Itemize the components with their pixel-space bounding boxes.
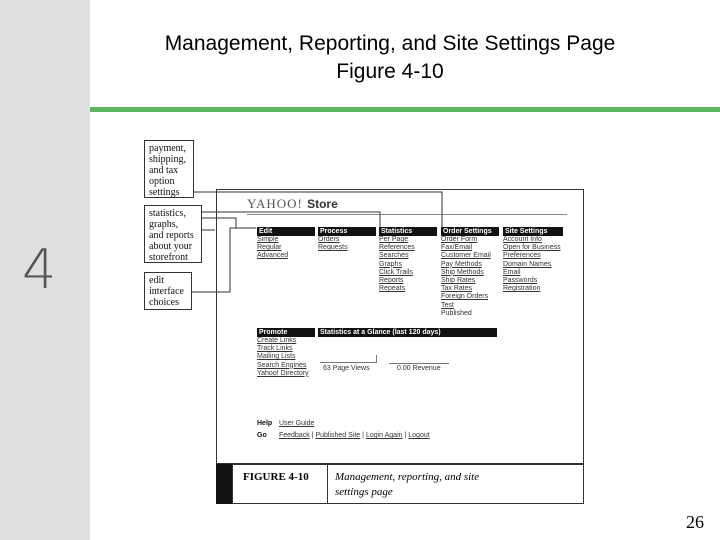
link-registration[interactable]: Registration (503, 285, 541, 293)
store-manager-screenshot (216, 189, 584, 464)
callout-text: edit (149, 275, 164, 286)
link-test[interactable]: Test (441, 301, 454, 309)
section-edit (257, 227, 315, 261)
callout-text: payment, (149, 143, 186, 154)
page-views-sparkline (320, 362, 377, 363)
callout-text: and tax (149, 165, 179, 176)
section-header: Site Settings (503, 227, 563, 236)
link-domain-names[interactable]: Domain Names (503, 260, 552, 268)
help-row (257, 420, 430, 432)
slide-title-line1: Management, Reporting, and Site Settings Page (164, 32, 616, 55)
separator: | (311, 432, 314, 439)
logo-suffix: Store (307, 197, 338, 211)
section-process (318, 227, 376, 252)
screen-footer (257, 420, 430, 444)
revenue-sparkline (389, 363, 449, 364)
user-guide-link[interactable]: User Guide (278, 420, 315, 427)
caption-divider (327, 465, 328, 503)
page-number: 26 (686, 512, 704, 532)
link-mailing-lists[interactable]: Mailing Lists (257, 353, 296, 361)
link-track-links[interactable]: Track Links (257, 345, 293, 353)
section-header: Statistics at a Glance (last 120 days) (318, 328, 497, 337)
section-header: Statistics (379, 227, 437, 236)
logo-divider (247, 214, 567, 215)
callout-text: shipping, (149, 154, 186, 165)
published-status: Published (441, 309, 472, 317)
link-email[interactable]: Email (503, 268, 521, 276)
section-header: Promote (257, 328, 315, 337)
page-views-stat: 63 Page Views (323, 365, 370, 372)
callout-text: about your (149, 241, 193, 252)
callout-text: statistics, (149, 208, 186, 219)
go-row (257, 432, 430, 444)
link-open-for-business[interactable]: Open for Business (503, 244, 561, 252)
link-orders[interactable]: Orders (318, 236, 340, 243)
callout-statistics-reports (144, 205, 202, 263)
logout-link[interactable]: Logout (408, 432, 430, 439)
link-create-links[interactable]: Create Links (257, 337, 297, 344)
link-references[interactable]: References (379, 244, 415, 252)
link-ship-rates[interactable]: Ship Rates (441, 277, 476, 285)
page-views-spike (376, 355, 377, 363)
slide-title (100, 30, 680, 86)
link-reports[interactable]: Reports (379, 277, 404, 285)
caption-text-line2: settings page (335, 486, 393, 498)
separator: | (362, 432, 364, 439)
link-order-form[interactable]: Order Form (441, 236, 478, 243)
link-passwords[interactable]: Passwords (503, 277, 538, 285)
login-again-link[interactable]: Login Again (365, 432, 403, 439)
callout-text: settings (149, 187, 180, 198)
section-site-settings (503, 227, 563, 293)
section-promote (257, 328, 315, 378)
logo-text: YAHOO! (247, 196, 303, 211)
link-regular[interactable]: Regular (257, 244, 282, 252)
chapter-number: 4 (22, 238, 57, 301)
go-label: Go (257, 432, 267, 439)
link-yahoo-directory[interactable]: Yahoo! Directory (257, 369, 309, 377)
callout-text: and reports (149, 230, 194, 241)
callout-text: graphs, (149, 219, 179, 230)
section-statistics-glance (318, 328, 497, 337)
caption-text-line1: Management, reporting, and site (335, 471, 480, 483)
callout-text: interface (149, 286, 184, 297)
section-header: Edit (257, 227, 315, 236)
link-advanced[interactable]: Advanced (257, 252, 289, 260)
link-repeats[interactable]: Repeats (379, 285, 406, 293)
link-fax-email[interactable]: Fax/Email (441, 244, 473, 252)
link-searches[interactable]: Searches (379, 252, 409, 260)
feedback-link[interactable]: Feedback (278, 432, 310, 439)
link-ship-methods[interactable]: Ship Methods (441, 268, 484, 276)
title-divider (90, 107, 720, 112)
figure-caption (232, 464, 584, 504)
callout-payment-settings (144, 140, 194, 198)
link-graphs[interactable]: Graphs (379, 260, 402, 268)
link-tax-rates[interactable]: Tax Rates (441, 285, 473, 293)
link-per-page[interactable]: Per Page (379, 236, 409, 243)
link-requests[interactable]: Requests (318, 244, 348, 252)
published-site-link[interactable]: Published Site (315, 432, 361, 439)
help-label: Help (257, 420, 273, 427)
figure-label: FIGURE 4-10 (243, 471, 309, 483)
caption-text (335, 470, 575, 500)
link-simple[interactable]: Simple (257, 236, 279, 243)
link-foreign-orders[interactable]: Foreign Orders (441, 293, 489, 301)
slide-title-line2: Figure 4-10 (336, 60, 444, 83)
link-account-info[interactable]: Account Info (503, 236, 542, 243)
link-customer-email[interactable]: Customer Email (441, 252, 491, 260)
section-order-settings (441, 227, 499, 318)
revenue-stat: 0.00 Revenue (397, 365, 441, 372)
link-pay-methods[interactable]: Pay Methods (441, 260, 482, 268)
link-preferences[interactable]: Preferences (503, 252, 541, 260)
caption-marker (216, 464, 232, 504)
section-header: Order Settings (441, 227, 499, 236)
link-click-trails[interactable]: Click Trails (379, 268, 413, 276)
link-search-engines[interactable]: Search Engines (257, 361, 307, 369)
section-header: Process (318, 227, 376, 236)
callout-edit-interface (144, 272, 192, 310)
section-statistics (379, 227, 437, 293)
callout-text: storefront (149, 252, 188, 263)
separator: | (404, 432, 407, 439)
yahoo-store-logo (247, 196, 338, 212)
callout-text: option (149, 176, 175, 187)
callout-text: choices (149, 297, 179, 308)
